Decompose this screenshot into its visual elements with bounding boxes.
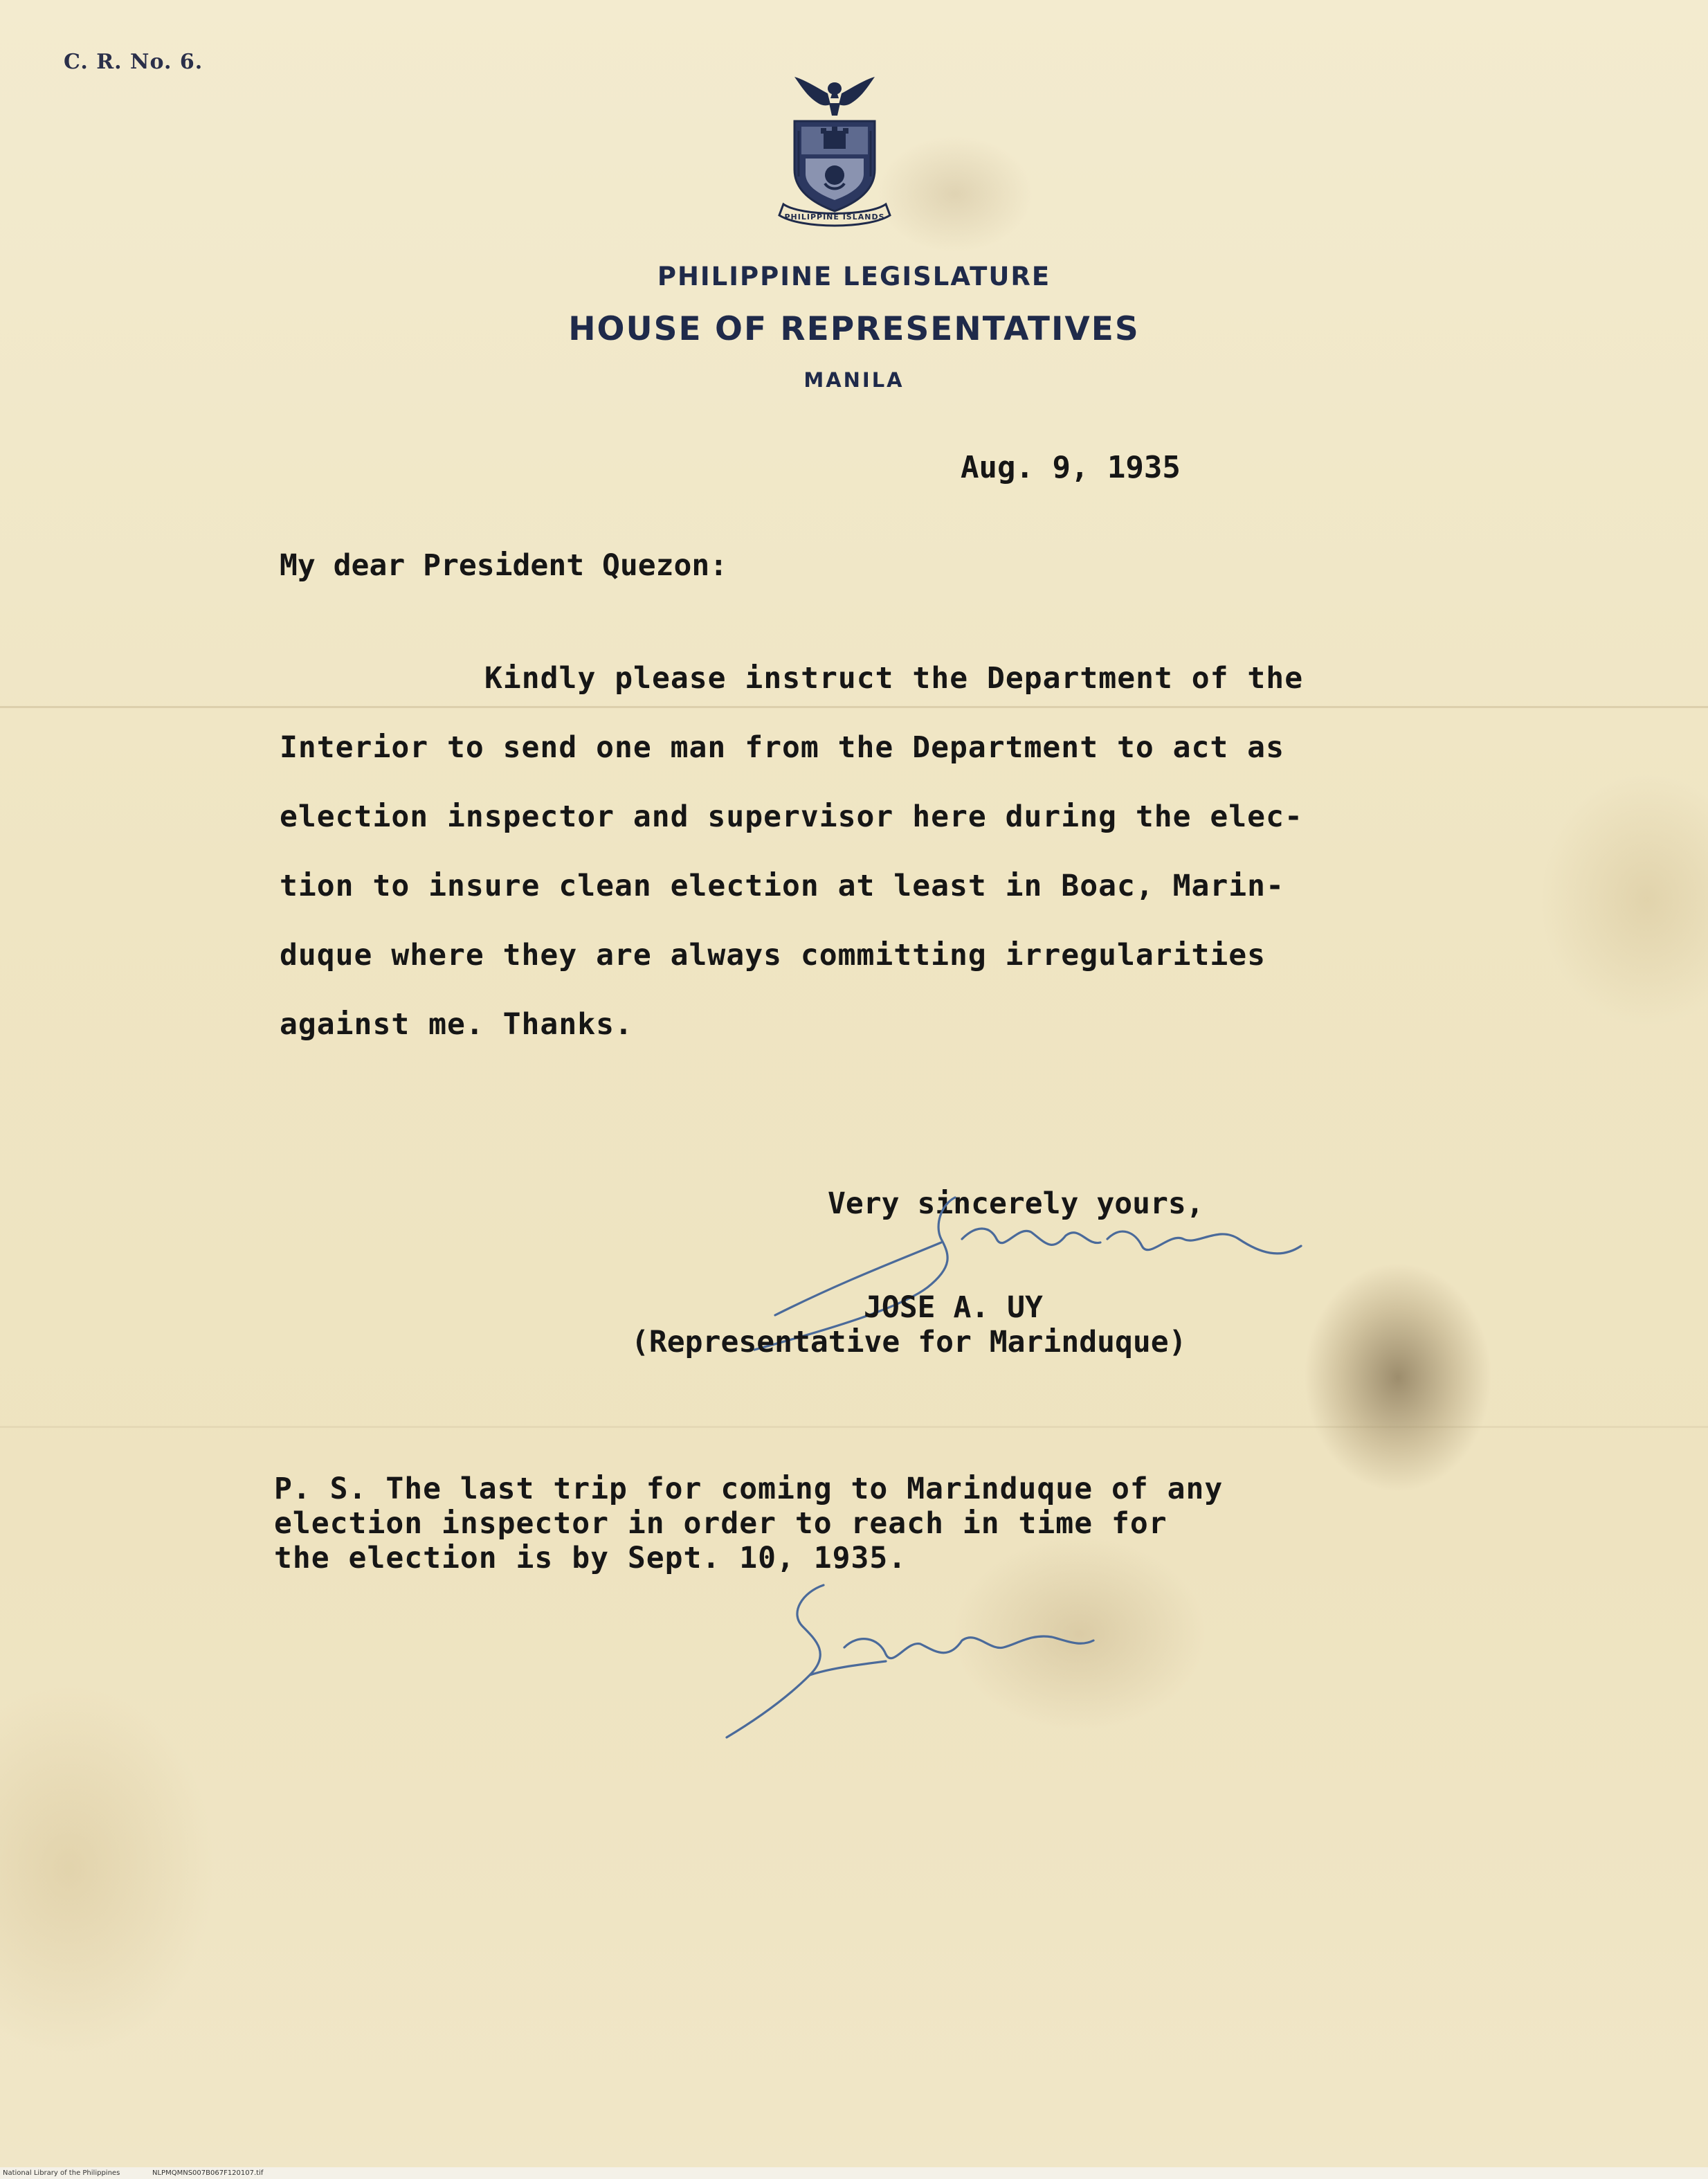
svg-text:PHILIPPINE ISLANDS: PHILIPPINE ISLANDS [784,213,885,221]
body-line: against me. Thanks. [280,1007,633,1042]
salutation: My dear President Quezon: [280,548,728,583]
body-line: election inspector and supervisor here during the elec- [280,799,1303,834]
body-line: Kindly please instruct the Department of the [484,661,1304,696]
body-line: tion to insure clean election at least in Boac, Marin- [280,869,1284,903]
reference-number: C. R. No. 6. [64,50,203,74]
footer-source: National Library of the Philippines [3,2169,120,2177]
letter-date: Aug. 9, 1935 [961,450,1181,485]
handwritten-initials [720,1571,1163,1751]
postscript-line: election inspector in order to reach in time for [274,1506,1168,1541]
body-line: Interior to send one man from the Department to act as [280,730,1284,765]
paper-fold-line [0,1426,1708,1428]
postscript-line: the election is by Sept. 10, 1935. [274,1541,907,1575]
body-line: duque where they are always committing irregularities [280,938,1266,973]
closing: Very sincerely yours, [828,1186,1204,1221]
letterhead-house: HOUSE OF REPRESENTATIVES [568,310,1140,348]
signatory-title: (Representative for Marinduque) [631,1325,1187,1359]
house-seal-emblem [774,73,896,232]
footer-filename: NLPMQMNS007B067F120107.tif [152,2169,264,2177]
letterhead-legislature: PHILIPPINE LEGISLATURE [657,262,1051,291]
signatory-name: JOSE A. UY [864,1290,1043,1325]
paper-fold-line [0,706,1708,708]
footer-bar [0,2167,1708,2179]
letterhead-city: MANILA [803,368,905,392]
postscript-line: P. S. The last trip for coming to Marinduque of any [274,1472,1224,1506]
